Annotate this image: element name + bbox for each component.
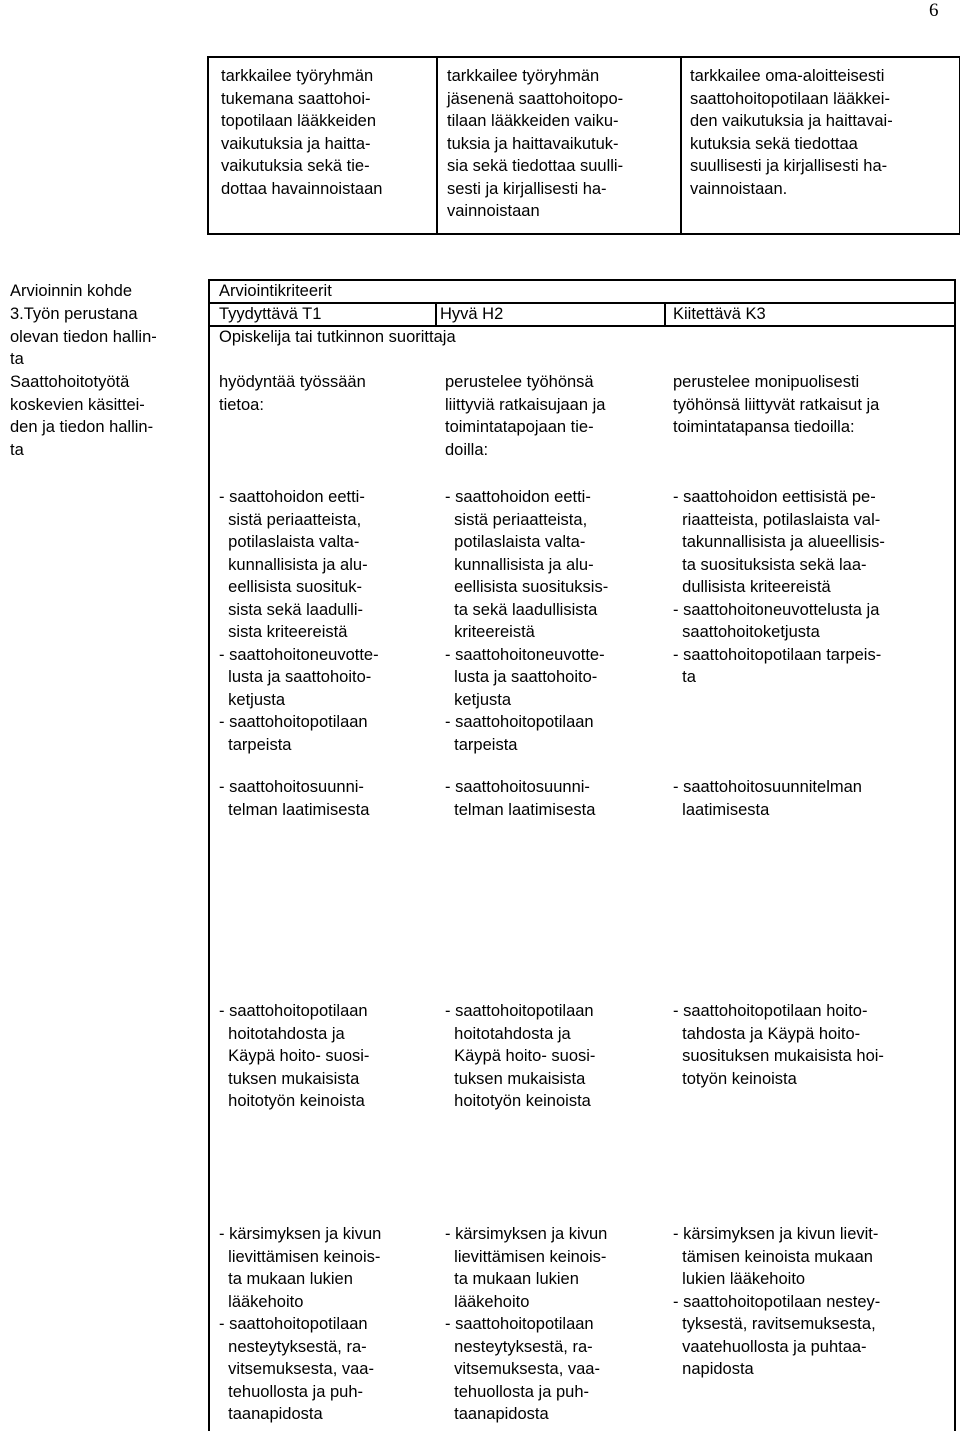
text-line: saattohoitopotilaan lääkkei- xyxy=(690,89,890,108)
text-line: lääkehoito xyxy=(219,1292,304,1311)
criteria-table-left-border xyxy=(208,279,210,1431)
grade-hyva-h2: Hyvä H2 xyxy=(440,305,504,323)
top-table-divider-2 xyxy=(680,56,682,235)
text-line: tämisen keinoista mukaan xyxy=(673,1247,873,1266)
text-line: tietoa: xyxy=(219,395,264,414)
intro-kiitettava xyxy=(673,371,879,439)
text-line: - saattohoitosuunni- xyxy=(219,778,364,796)
text-line: suullisesti ja kirjallisesti ha- xyxy=(690,157,888,175)
text-line: Saattohoitotyötä xyxy=(10,373,130,391)
top-cell-tyydyttava xyxy=(221,65,382,200)
text-line: - saattohoitoneuvotte- xyxy=(219,645,379,664)
text-line: den ja tiedon hallin- xyxy=(10,418,154,436)
text-line: vitsemuksesta, vaa- xyxy=(219,1360,374,1378)
text-line: kunnallisista ja alu- xyxy=(219,555,368,574)
text-line: tarpeista xyxy=(219,735,292,754)
text-line: hyödyntää työssään xyxy=(219,373,366,391)
text-line: toimintatapojaan tie- xyxy=(445,418,594,436)
text-line: toimintatapansa tiedoilla: xyxy=(673,418,855,436)
top-table-border-bottom xyxy=(207,233,960,235)
criteria-h2-group xyxy=(445,486,608,756)
text-line: ta suosituksista sekä laa- xyxy=(673,555,867,574)
text-line: totyön keinoista xyxy=(673,1069,797,1088)
text-line: nesteytyksestä, ra- xyxy=(445,1337,593,1356)
text-line: taanapidosta xyxy=(219,1405,323,1423)
text-line: tehuollosta ja puh- xyxy=(219,1382,364,1401)
text-line: lääkehoito xyxy=(445,1292,530,1311)
text-line: tuksen mukaisista xyxy=(445,1069,586,1088)
text-line: ta xyxy=(673,668,696,686)
text-line: hoitotahdosta ja xyxy=(219,1024,345,1043)
text-line: kutuksia sekä tiedottaa xyxy=(690,134,858,153)
text-line: tahdosta ja Käypä hoito- xyxy=(673,1024,861,1043)
text-line: sistä periaatteista, xyxy=(219,510,362,529)
text-line: - kärsimyksen ja kivun lievit- xyxy=(673,1225,879,1243)
text-line: riaatteista, potilaslaista val- xyxy=(673,510,881,529)
top-cell-hyva xyxy=(447,65,623,223)
text-line: - saattohoitopotilaan xyxy=(219,713,368,731)
text-line: tarpeista xyxy=(445,735,518,754)
text-line: takunnallisista ja alueellisis- xyxy=(673,533,885,551)
section-title xyxy=(10,303,157,371)
criteria-t1-group xyxy=(219,486,379,756)
text-line: sesti ja kirjallisesti ha- xyxy=(447,179,607,198)
text-line: taanapidosta xyxy=(445,1405,549,1423)
text-line: potilaslaista valta- xyxy=(445,533,586,551)
criteria-k3-group xyxy=(673,1223,880,1381)
text-line: - saattohoitopotilaan xyxy=(219,1315,368,1333)
text-line: ta xyxy=(10,440,24,459)
grade-divider-1 xyxy=(435,302,437,327)
text-line: lievittämisen keinois- xyxy=(219,1247,381,1266)
text-line: napidosta xyxy=(673,1360,754,1378)
criteria-table-right-border xyxy=(954,279,956,1431)
criteria-h2-group xyxy=(445,776,595,821)
text-line: eellisista suosituksis- xyxy=(445,578,609,596)
text-line: - saattohoitopotilaan xyxy=(219,1002,368,1020)
text-line: perustelee työhönsä xyxy=(445,373,594,391)
grade-kiitettava-k3: Kiitettävä K3 xyxy=(673,305,766,323)
text-line: - saattohoitosuunnitelman xyxy=(673,778,862,796)
text-line: ta xyxy=(10,350,24,368)
text-line: - kärsimyksen ja kivun xyxy=(219,1225,382,1243)
criteria-k3-group xyxy=(673,1000,884,1090)
text-line: dottaa havainnoistaan xyxy=(221,179,383,198)
top-table-divider-1 xyxy=(436,56,438,235)
text-line: telman laatimisesta xyxy=(445,800,596,819)
text-line: jäsenenä saattohoitopo- xyxy=(447,89,624,108)
criteria-t1-group xyxy=(219,1223,381,1426)
text-line: - saattohoitopotilaan hoito- xyxy=(673,1002,868,1020)
text-line: laatimisesta xyxy=(673,800,770,819)
top-cell-kiitettava xyxy=(690,65,893,200)
text-line: nesteytyksestä, ra- xyxy=(219,1337,367,1356)
text-line: tarkkailee työryhmän xyxy=(447,67,600,85)
text-line: tarkkailee työryhmän xyxy=(221,67,374,85)
text-line: Käypä hoito- suosi- xyxy=(445,1047,596,1065)
text-line: ta mukaan lukien xyxy=(219,1270,353,1288)
text-line: - saattohoidon eettisistä pe- xyxy=(673,488,876,506)
criteria-h2-group xyxy=(445,1223,607,1426)
criteria-h2-group xyxy=(445,1000,595,1113)
text-line: ketjusta xyxy=(445,690,512,709)
text-line: vaikutuksia sekä tie- xyxy=(221,157,370,175)
text-line: tilaan lääkkeiden vaiku- xyxy=(447,112,619,130)
text-line: perustelee monipuolisesti xyxy=(673,373,860,391)
page-number: 6 xyxy=(929,0,939,21)
text-line: - saattohoitoneuvotte- xyxy=(445,645,605,664)
text-line: saattohoitoketjusta xyxy=(673,623,820,641)
criteria-k3-group xyxy=(673,486,885,689)
text-line: - saattohoitoneuvottelusta ja xyxy=(673,600,880,619)
grade-tyydyttava-t1: Tyydyttävä T1 xyxy=(219,305,322,323)
performer-label: Opiskelija tai tutkinnon suorittaja xyxy=(219,328,456,346)
text-line: hoitotyön keinoista xyxy=(445,1092,591,1110)
text-line: vaikutuksia ja haitta- xyxy=(221,134,371,153)
text-line: vainnoistaan. xyxy=(690,179,788,198)
text-line: vitsemuksesta, vaa- xyxy=(445,1360,600,1378)
text-line: tarkkailee oma-aloitteisesti xyxy=(690,67,885,85)
text-line: hoitotahdosta ja xyxy=(445,1024,571,1043)
text-line: eellisista suosituk- xyxy=(219,578,363,596)
text-line: topotilaan lääkkeiden xyxy=(221,112,377,130)
text-line: liittyviä ratkaisujaan ja xyxy=(445,395,606,414)
text-line: sia sekä tiedottaa suulli- xyxy=(447,157,624,175)
text-line: sistä periaatteista, xyxy=(445,510,588,529)
text-line: ketjusta xyxy=(219,690,286,709)
header-assessment-criteria: Arviointikriteerit xyxy=(219,282,332,300)
text-line: - saattohoitopotilaan nestey- xyxy=(673,1292,881,1311)
text-line: doilla: xyxy=(445,440,489,459)
text-line: dullisista kriteereistä xyxy=(673,578,831,596)
text-line: tyksestä, ravitsemuksesta, xyxy=(673,1315,876,1333)
text-line: 3.Työn perustana xyxy=(10,305,138,323)
text-line: tuksen mukaisista xyxy=(219,1069,360,1088)
text-line: - saattohoitopotilaan xyxy=(445,1315,594,1333)
text-line: sista sekä laadulli- xyxy=(219,600,363,619)
text-line: den vaikutuksia ja haittavai- xyxy=(690,112,893,130)
text-line: lukien lääkehoito xyxy=(673,1270,806,1288)
text-line: telman laatimisesta xyxy=(219,800,370,819)
top-table-border-top xyxy=(207,56,960,58)
text-line: ta sekä laadullisista xyxy=(445,600,598,619)
text-line: vaatehuollosta ja puhtaa- xyxy=(673,1337,867,1356)
text-line: lusta ja saattohoito- xyxy=(445,668,598,686)
text-line: - saattohoitosuunni- xyxy=(445,778,590,796)
criteria-t1-group xyxy=(219,1000,369,1113)
text-line: koskevien käsittei- xyxy=(10,395,145,414)
assessment-target-title xyxy=(10,371,153,461)
criteria-t1-group xyxy=(219,776,369,821)
text-line: - saattohoidon eetti- xyxy=(445,488,591,506)
text-line: lievittämisen keinois- xyxy=(445,1247,607,1266)
intro-hyva xyxy=(445,371,606,461)
text-line: lusta ja saattohoito- xyxy=(219,668,372,686)
text-line: kunnallisista ja alu- xyxy=(445,555,594,574)
text-line: - saattohoitopotilaan xyxy=(445,713,594,731)
text-line: tuksia ja haittavaikutuk- xyxy=(447,134,619,153)
text-line: kriteereistä xyxy=(445,623,535,641)
text-line: työhönsä liittyvät ratkaisut ja xyxy=(673,395,880,414)
text-line: olevan tiedon hallin- xyxy=(10,327,157,346)
text-line: - saattohoidon eetti- xyxy=(219,488,365,506)
text-line: - saattohoitopotilaan tarpeis- xyxy=(673,645,882,664)
text-line: - kärsimyksen ja kivun xyxy=(445,1225,608,1243)
text-line: tehuollosta ja puh- xyxy=(445,1382,590,1401)
grade-divider-2 xyxy=(664,302,666,327)
text-line: vainnoistaan xyxy=(447,202,540,220)
text-line: potilaslaista valta- xyxy=(219,533,360,551)
text-line: suosituksen mukaisista hoi- xyxy=(673,1047,884,1065)
criteria-k3-group xyxy=(673,776,862,821)
top-table-border-left xyxy=(207,56,209,235)
text-line: Käypä hoito- suosi- xyxy=(219,1047,370,1065)
intro-tyydyttava xyxy=(219,371,366,416)
text-line: ta mukaan lukien xyxy=(445,1270,579,1288)
text-line: hoitotyön keinoista xyxy=(219,1092,365,1110)
text-line: - saattohoitopotilaan xyxy=(445,1002,594,1020)
header-assessment-target: Arvioinnin kohde xyxy=(10,282,132,300)
text-line: tukemana saattohoi- xyxy=(221,89,371,108)
text-line: sista kriteereistä xyxy=(219,623,348,641)
